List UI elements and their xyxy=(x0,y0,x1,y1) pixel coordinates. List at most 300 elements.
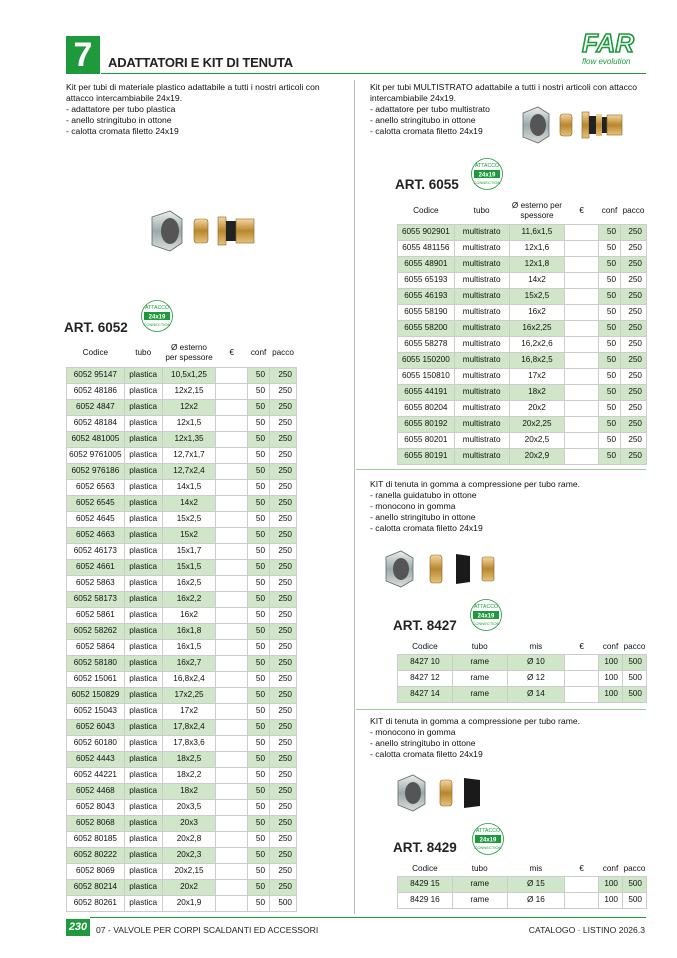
cell-conf: 50 xyxy=(248,447,270,463)
cell-tubo: plastica xyxy=(124,383,162,399)
col-mis: mis xyxy=(529,641,543,651)
cell-conf: 100 xyxy=(599,670,623,686)
cell-codice: 6052 976186 xyxy=(67,463,125,479)
cell-tubo: plastica xyxy=(124,847,162,863)
section-divider xyxy=(356,469,646,470)
cell-codice: 6052 8043 xyxy=(67,799,125,815)
table-row xyxy=(67,895,297,911)
cell-dimension: 20x2 xyxy=(162,879,216,895)
cell-tubo: plastica xyxy=(124,543,162,559)
cell-codice: 6052 95147 xyxy=(67,367,125,383)
cell-conf: 50 xyxy=(248,847,270,863)
cell-conf: 50 xyxy=(248,671,270,687)
cell-conf: 50 xyxy=(248,415,270,431)
cell-tubo: rame xyxy=(452,892,507,908)
cell-dimension: 20x2 xyxy=(509,400,565,416)
badge-top-text: ATTACCO xyxy=(475,828,501,834)
cell-tubo: rame xyxy=(452,654,507,670)
bullet-item: - adattatore per tubo multistrato xyxy=(370,104,647,115)
section-6055-intro: Kit per tubi MULTISTRATO adattabile a tutti i nostri articoli con attacco intercambiabile 24x19. xyxy=(370,82,637,103)
cell-codice: 8427 14 xyxy=(398,686,453,702)
table-row xyxy=(67,719,297,735)
cell-conf: 50 xyxy=(599,288,621,304)
col-mis: mis xyxy=(529,863,543,873)
section-6055-table xyxy=(397,198,647,465)
col-pacco: pacco xyxy=(272,348,294,358)
cell-pacco: 250 xyxy=(270,399,297,415)
cell-codice: 6055 65193 xyxy=(398,272,455,288)
cell-price xyxy=(565,320,599,336)
attacco-24x19-badge xyxy=(140,299,174,333)
cell-tubo: plastica xyxy=(124,639,162,655)
cell-tubo: multistrato xyxy=(454,256,509,272)
cell-pacco: 250 xyxy=(621,448,647,464)
section-6052-table xyxy=(66,340,297,912)
cell-pacco: 250 xyxy=(270,863,297,879)
cell-dimension: 18x2,2 xyxy=(162,767,216,783)
col-diametro: Ø esterno per spessore xyxy=(165,343,213,363)
cell-pacco: 250 xyxy=(621,400,647,416)
table-row xyxy=(67,447,297,463)
cell-codice: 6052 48184 xyxy=(67,415,125,431)
cell-dimension: 18x2 xyxy=(162,783,216,799)
table-row xyxy=(67,463,297,479)
cell-codice: 6052 60180 xyxy=(67,735,125,751)
cell-conf: 50 xyxy=(248,895,270,911)
cell-codice: 6052 150829 xyxy=(67,687,125,703)
cell-price xyxy=(565,416,599,432)
cell-codice: 6052 80222 xyxy=(67,847,125,863)
cell-tubo: plastica xyxy=(124,495,162,511)
table-row xyxy=(67,591,297,607)
logo-text: FAR xyxy=(582,28,634,58)
cell-codice: 6055 58200 xyxy=(398,320,455,336)
col-codice: Codice xyxy=(82,348,109,358)
logo-subtitle: flow evolution xyxy=(582,57,631,66)
col-codice: Codice xyxy=(413,205,439,215)
bullet-item: - calotta cromata filetto 24x19 xyxy=(370,749,647,760)
cell-dimension: 12,7x2,4 xyxy=(162,463,216,479)
cell-tubo: plastica xyxy=(124,863,162,879)
cell-conf: 50 xyxy=(248,639,270,655)
cell-price xyxy=(216,719,248,735)
cell-codice: 6052 8068 xyxy=(67,815,125,831)
bullet-item: - calotta cromata filetto 24x19 xyxy=(370,523,647,534)
cell-price xyxy=(216,831,248,847)
cell-codice: 6052 15043 xyxy=(67,703,125,719)
bullet-item: - monocono in gomma xyxy=(370,501,647,512)
cell-codice: 8427 10 xyxy=(398,654,453,670)
cell-tubo: plastica xyxy=(124,735,162,751)
cell-pacco: 250 xyxy=(621,240,647,256)
section-divider xyxy=(356,709,646,710)
table-row xyxy=(398,288,647,304)
cell-pacco: 250 xyxy=(621,352,647,368)
cell-pacco: 250 xyxy=(621,368,647,384)
cell-pacco: 250 xyxy=(270,879,297,895)
bullet-item: - calotta cromata filetto 24x19 xyxy=(370,126,647,137)
chapter-number: 7 xyxy=(73,36,93,74)
cell-tubo: multistrato xyxy=(454,288,509,304)
cell-pacco: 500 xyxy=(622,686,646,702)
table-row xyxy=(398,256,647,272)
cell-dimension: Ø 15 xyxy=(507,876,565,892)
cell-conf: 50 xyxy=(248,863,270,879)
cell-tubo: multistrato xyxy=(454,304,509,320)
cell-price xyxy=(565,670,599,686)
cell-dimension: Ø 16 xyxy=(507,892,565,908)
cell-tubo: plastica xyxy=(124,623,162,639)
cell-pacco: 250 xyxy=(270,751,297,767)
cell-conf: 100 xyxy=(599,892,623,908)
cell-codice: 6052 4468 xyxy=(67,783,125,799)
cell-conf: 50 xyxy=(599,240,621,256)
cell-conf: 50 xyxy=(248,719,270,735)
section-6052-description xyxy=(66,82,346,137)
table-row xyxy=(67,527,297,543)
cell-price xyxy=(216,495,248,511)
table-row xyxy=(67,367,297,383)
cell-conf: 50 xyxy=(248,559,270,575)
cell-pacco: 250 xyxy=(270,831,297,847)
cell-dimension: 12x1,35 xyxy=(162,431,216,447)
cell-dimension: 20x2,15 xyxy=(162,863,216,879)
cell-price xyxy=(216,751,248,767)
cell-conf: 50 xyxy=(599,432,621,448)
cell-conf: 100 xyxy=(599,686,623,702)
footer-rule xyxy=(90,917,646,918)
table-row xyxy=(67,383,297,399)
cell-codice: 6052 5864 xyxy=(67,639,125,655)
cell-pacco: 500 xyxy=(622,654,646,670)
cell-dimension: 14x1,5 xyxy=(162,479,216,495)
table-row xyxy=(67,399,297,415)
cell-conf: 50 xyxy=(248,607,270,623)
cell-price xyxy=(565,256,599,272)
cell-codice: 6055 80192 xyxy=(398,416,455,432)
cell-dimension: 18x2,5 xyxy=(162,751,216,767)
col-euro: € xyxy=(229,348,235,358)
cell-conf: 50 xyxy=(248,751,270,767)
cell-dimension: 12x1,5 xyxy=(162,415,216,431)
cell-price xyxy=(216,799,248,815)
col-euro: € xyxy=(579,863,584,873)
chapter-title: ADATTATORI E KIT DI TENUTA xyxy=(108,55,293,70)
cell-dimension: 14x2 xyxy=(509,272,565,288)
table-row xyxy=(398,686,647,702)
badge-top-text: ATTACCO xyxy=(144,305,170,311)
section-8429-bullets xyxy=(370,727,647,760)
cell-dimension: 16x2,25 xyxy=(509,320,565,336)
cell-pacco: 250 xyxy=(270,783,297,799)
cell-conf: 100 xyxy=(599,876,623,892)
cell-pacco: 250 xyxy=(621,272,647,288)
cell-dimension: 17,8x3,6 xyxy=(162,735,216,751)
table-row xyxy=(67,639,297,655)
table-row xyxy=(67,415,297,431)
cell-codice: 6052 44221 xyxy=(67,767,125,783)
cell-price xyxy=(216,639,248,655)
page-number: 230 xyxy=(68,921,88,933)
cell-tubo: plastica xyxy=(124,527,162,543)
cell-price xyxy=(216,543,248,559)
table-row xyxy=(67,703,297,719)
cell-codice: 6052 9761005 xyxy=(67,447,125,463)
bullet-item: - anello stringitubo in ottone xyxy=(370,512,647,523)
section-8427-title: ART. 8427 xyxy=(393,618,457,633)
cell-dimension: 17x2,25 xyxy=(162,687,216,703)
cell-conf: 50 xyxy=(599,256,621,272)
column-divider xyxy=(354,80,355,914)
cell-dimension: 12x1,6 xyxy=(509,240,565,256)
table-row xyxy=(67,687,297,703)
cell-price xyxy=(216,767,248,783)
cell-tubo: plastica xyxy=(124,719,162,735)
cell-pacco: 250 xyxy=(270,735,297,751)
cell-price xyxy=(565,304,599,320)
cell-tubo: plastica xyxy=(124,447,162,463)
cell-codice: 6052 4847 xyxy=(67,399,125,415)
table-row xyxy=(398,384,647,400)
cell-codice: 6052 6545 xyxy=(67,495,125,511)
cell-pacco: 250 xyxy=(270,623,297,639)
badge-middle-text: 24x19 xyxy=(477,613,495,620)
cell-dimension: 14x2 xyxy=(162,495,216,511)
cell-conf: 100 xyxy=(599,654,623,670)
bullet-item: - adattatore per tubo plastica xyxy=(66,104,346,115)
cell-codice: 6052 6043 xyxy=(67,719,125,735)
cell-dimension: 20x2,9 xyxy=(509,448,565,464)
table-row xyxy=(67,479,297,495)
col-codice: Codice xyxy=(412,641,438,651)
cell-pacco: 250 xyxy=(621,384,647,400)
kit-8427-product-image xyxy=(384,548,504,590)
cell-conf: 50 xyxy=(248,655,270,671)
table-row xyxy=(398,670,647,686)
cell-tubo: multistrato xyxy=(454,352,509,368)
cell-tubo: plastica xyxy=(124,367,162,383)
section-8427-table xyxy=(397,640,647,703)
kit-6052-product-image xyxy=(148,207,258,257)
cell-pacco: 500 xyxy=(622,670,646,686)
cell-conf: 50 xyxy=(599,368,621,384)
cell-conf: 50 xyxy=(599,384,621,400)
cell-conf: 50 xyxy=(248,767,270,783)
cell-price xyxy=(216,431,248,447)
cell-pacco: 250 xyxy=(270,431,297,447)
table-row xyxy=(67,607,297,623)
cell-pacco: 250 xyxy=(270,511,297,527)
cell-tubo: plastica xyxy=(124,671,162,687)
cell-conf: 50 xyxy=(248,591,270,607)
title-rule xyxy=(101,73,646,74)
cell-codice: 6052 4645 xyxy=(67,511,125,527)
cell-codice: 6052 58180 xyxy=(67,655,125,671)
cell-price xyxy=(565,876,599,892)
cell-dimension: 16x2,5 xyxy=(162,575,216,591)
cell-dimension: 20x3 xyxy=(162,815,216,831)
table-row xyxy=(67,575,297,591)
cell-tubo: plastica xyxy=(124,511,162,527)
cell-conf: 50 xyxy=(248,735,270,751)
cell-pacco: 250 xyxy=(270,847,297,863)
cell-dimension: 10,5x1,25 xyxy=(162,367,216,383)
table-row xyxy=(67,623,297,639)
cell-tubo: plastica xyxy=(124,751,162,767)
cell-dimension: 20x3,5 xyxy=(162,799,216,815)
cell-price xyxy=(216,511,248,527)
cell-dimension: 20x2,3 xyxy=(162,847,216,863)
cell-tubo: plastica xyxy=(124,591,162,607)
table-row xyxy=(67,431,297,447)
cell-pacco: 250 xyxy=(270,575,297,591)
cell-tubo: plastica xyxy=(124,879,162,895)
cell-price xyxy=(565,432,599,448)
cell-price xyxy=(216,703,248,719)
cell-codice: 6055 80201 xyxy=(398,432,455,448)
cell-pacco: 250 xyxy=(270,543,297,559)
cell-codice: 6055 150200 xyxy=(398,352,455,368)
cell-tubo: plastica xyxy=(124,783,162,799)
cell-pacco: 250 xyxy=(270,799,297,815)
cell-dimension: 16x2,7 xyxy=(162,655,216,671)
cell-pacco: 250 xyxy=(270,527,297,543)
cell-conf: 50 xyxy=(248,623,270,639)
cell-codice: 6052 80261 xyxy=(67,895,125,911)
table-row xyxy=(398,448,647,464)
cell-conf: 50 xyxy=(248,783,270,799)
cell-pacco: 500 xyxy=(622,892,646,908)
bullet-item: - anello stringitubo in ottone xyxy=(370,115,647,126)
cell-tubo: plastica xyxy=(124,575,162,591)
cell-dimension: 20x2,8 xyxy=(162,831,216,847)
cell-conf: 50 xyxy=(248,495,270,511)
table-row xyxy=(67,831,297,847)
cell-tubo: plastica xyxy=(124,399,162,415)
cell-conf: 50 xyxy=(599,400,621,416)
cell-conf: 50 xyxy=(248,543,270,559)
far-logo xyxy=(572,30,644,68)
cell-tubo: plastica xyxy=(124,655,162,671)
cell-pacco: 250 xyxy=(270,591,297,607)
cell-tubo: multistrato xyxy=(454,416,509,432)
table-row xyxy=(398,272,647,288)
cell-price xyxy=(216,607,248,623)
cell-pacco: 250 xyxy=(270,495,297,511)
cell-tubo: plastica xyxy=(124,431,162,447)
cell-pacco: 250 xyxy=(621,432,647,448)
badge-bottom-text: CONNECTION xyxy=(474,845,502,850)
cell-pacco: 250 xyxy=(270,639,297,655)
table-row xyxy=(67,671,297,687)
cell-dimension: Ø 12 xyxy=(507,670,565,686)
badge-top-text: ATTACCO xyxy=(473,604,499,610)
cell-pacco: 250 xyxy=(270,479,297,495)
cell-price xyxy=(216,687,248,703)
cell-pacco: 250 xyxy=(270,447,297,463)
section-8429-intro: KIT di tenuta in gomma a compressione per tubo rame. xyxy=(370,716,581,726)
table-row xyxy=(67,559,297,575)
cell-conf: 50 xyxy=(599,320,621,336)
cell-tubo: multistrato xyxy=(454,336,509,352)
col-conf: conf xyxy=(602,863,619,873)
cell-price xyxy=(216,895,248,911)
cell-pacco: 500 xyxy=(622,876,646,892)
cell-pacco: 250 xyxy=(621,336,647,352)
attacco-24x19-badge xyxy=(469,598,503,632)
cell-price xyxy=(216,847,248,863)
table-row xyxy=(398,240,647,256)
table-row xyxy=(67,655,297,671)
col-codice: Codice xyxy=(412,863,438,873)
cell-dimension: 11,6x1,5 xyxy=(509,224,565,240)
cell-price xyxy=(216,415,248,431)
table-row xyxy=(398,368,647,384)
cell-codice: 6052 80214 xyxy=(67,879,125,895)
section-8429-table xyxy=(397,862,647,909)
section-6052-title: ART. 6052 xyxy=(64,320,128,335)
attacco-24x19-badge xyxy=(471,822,505,856)
cell-conf: 50 xyxy=(599,336,621,352)
table-row xyxy=(67,815,297,831)
cell-dimension: 16,2x2,6 xyxy=(509,336,565,352)
cell-codice: 6052 4661 xyxy=(67,559,125,575)
col-pacco: pacco xyxy=(622,205,645,215)
cell-dimension: 20x2,25 xyxy=(509,416,565,432)
cell-tubo: plastica xyxy=(124,607,162,623)
cell-price xyxy=(216,479,248,495)
cell-codice: 6052 8069 xyxy=(67,863,125,879)
cell-codice: 6055 58278 xyxy=(398,336,455,352)
cell-tubo: multistrato xyxy=(454,272,509,288)
cell-dimension: 16x1,5 xyxy=(162,639,216,655)
cell-tubo: rame xyxy=(452,670,507,686)
cell-price xyxy=(216,575,248,591)
table-row xyxy=(398,224,647,240)
cell-price xyxy=(216,671,248,687)
attacco-24x19-badge xyxy=(470,157,504,191)
cell-price xyxy=(565,224,599,240)
kit-6055-product-image xyxy=(520,104,625,146)
cell-conf: 50 xyxy=(248,431,270,447)
cell-dimension: 12,7x1,7 xyxy=(162,447,216,463)
cell-dimension: 18x2 xyxy=(509,384,565,400)
table-row xyxy=(398,876,647,892)
footer-catalog-label: CATALOGO · LISTINO 2026.3 xyxy=(528,925,645,935)
cell-conf: 50 xyxy=(248,479,270,495)
cell-conf: 50 xyxy=(248,879,270,895)
table-row xyxy=(67,847,297,863)
cell-tubo: multistrato xyxy=(454,384,509,400)
cell-conf: 50 xyxy=(248,703,270,719)
cell-codice: 6052 6563 xyxy=(67,479,125,495)
cell-dimension: 12x2,15 xyxy=(162,383,216,399)
cell-tubo: plastica xyxy=(124,703,162,719)
cell-tubo: multistrato xyxy=(454,432,509,448)
cell-codice: 6055 902901 xyxy=(398,224,455,240)
cell-codice: 6052 5863 xyxy=(67,575,125,591)
cell-price xyxy=(216,447,248,463)
cell-codice: 6055 80204 xyxy=(398,400,455,416)
cell-dimension: 12x1,8 xyxy=(509,256,565,272)
cell-pacco: 250 xyxy=(270,719,297,735)
badge-bottom-text: CONNECTION xyxy=(472,621,500,626)
cell-tubo: plastica xyxy=(124,767,162,783)
cell-pacco: 250 xyxy=(621,416,647,432)
cell-dimension: 12x2 xyxy=(162,399,216,415)
cell-price xyxy=(216,527,248,543)
cell-dimension: 15x1,7 xyxy=(162,543,216,559)
